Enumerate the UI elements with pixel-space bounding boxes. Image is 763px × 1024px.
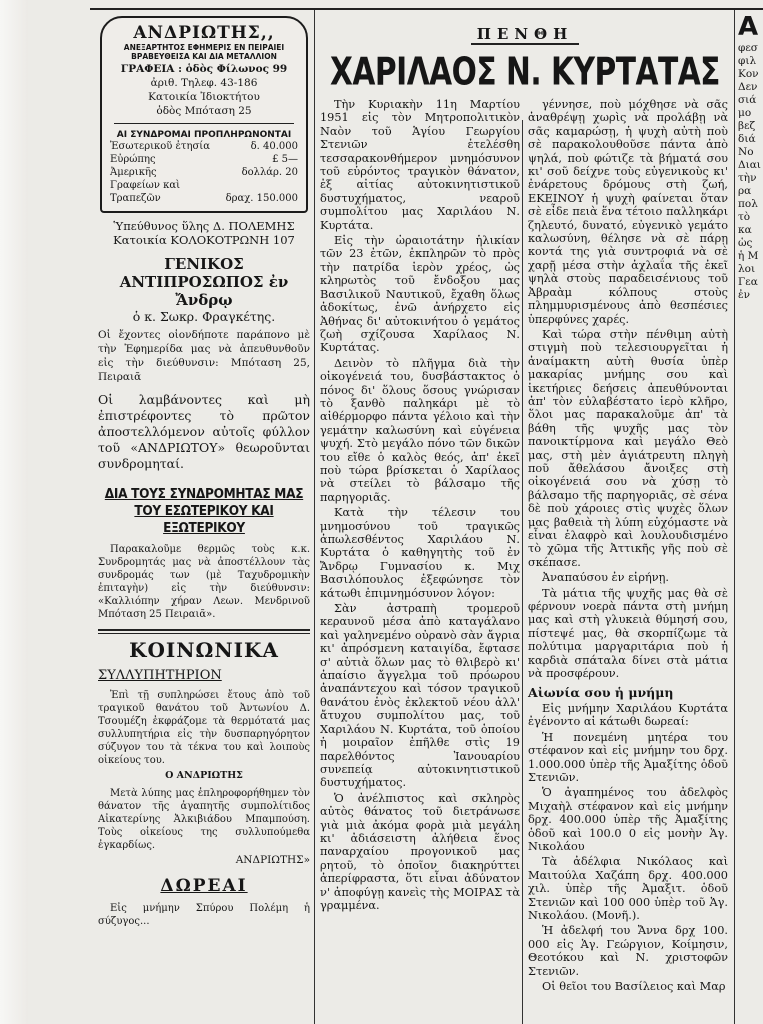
divider (114, 123, 294, 124)
right-column-fragment: Α φεσ φιλ Κον Δεν σιά μο βεζ διά Νο Διαι τὴν ρα πολ τὸ κα ὡς ἡ Μ λοι Γεα ἐν (738, 12, 763, 1024)
condolences-title: ΣΥΛΛΥΠΗΤΗΡΙΟΝ (98, 668, 222, 683)
paragraph: Τὰ ἀδέλφια Νικόλαος καὶ Μαιτούλα Χαζάπη δρχ. 400.000 χιλ. ὑπὲρ τῆς Ἀμαξιτ. ὁδοῦ Στενιῶν καὶ 100 000 ὑπὲρ τοῦ Ἁγ. Νικολάου. (Μονῆ.). (528, 855, 728, 922)
condolences-body: Ἐπὶ τῇ συπληρώσει ἔτους ἀπὸ τοῦ τραγικοῦ θανάτου τοῦ Ἀντωνίου Δ. Τσουμέζη ἐκφράζομε τὰ θερμότατά μας συλλυπητήρια εἰς τὴν δυσπαρηγόρητον σύζυγον του τὰ τέκνα του καὶ λοιποὺς οἰκείους του. (98, 690, 310, 766)
masthead-subtitle: ΑΝΕΞΑΡΤΗΤΟΣ ΕΦΗΜΕΡΙΣ ΕΝ ΠΕΙΡΑΙΕΙ (123, 43, 285, 52)
paragraph: Οἱ θεῖοι του Βασίλειος καὶ Μαρ (542, 980, 726, 993)
subscription-row: Τραπεζῶν δραχ. 150.000 (110, 193, 298, 204)
subscriptions-title: ΑΙ ΣΥΝΔΡΟΜΑΙ ΠΡΟΠΛΗΡΩΝΟΝΤΑΙ (116, 130, 292, 140)
responsible-editor: Ὑπεύθυνος ὕλης Δ. ΠΟΛΕΜΗΣ Κατοικία ΚΟΛΟΚΟΤΡΩΝΗ 107 (113, 219, 295, 247)
subscription-row: Ἐσωτερικοῦ ἐτησία δ. 40.000 (110, 141, 298, 152)
paragraph: Τὴν Κυριακὴν 11η Μαρτίου 1951 εἰς τὸν Μητροπολιτικὸν Ναὸν τοῦ Ἁγίου Γεωργίου Στενιῶν ἐτελέσθη τεσσαρακονθήμερον μνημόσυνον τοῦ εὐρόντος τραγικὸν θάνατον, ἐξ αἰτίας αὐτοκινητιστικοῦ δυστυχήματος, νεαροῦ συμπολίτου μας Χαριλάου Ν. Κυρτάτα. (320, 98, 520, 232)
paragraph: Εἰς μνήμην Χαριλάου Κυρτάτα ἐγένοντο αἱ κάτωθι δωρεαί: (528, 701, 728, 729)
signature: ΑΝΔΡΙΩΤΗΣ» (235, 854, 310, 866)
subscription-row: Γραφείων καὶ (110, 180, 181, 191)
donations-title: ΔΩΡΕΑΙ (160, 876, 248, 896)
article-column-right (528, 98, 728, 995)
masthead-residence-address: ὁδὸς Μπόταση 25 (156, 105, 252, 117)
donations-body: Εἰς μνήμην Σπύρου Πολέμη ἡ σύζυγος... (98, 903, 310, 927)
memorial-heading: Αἰωνία σου ἡ μνήμη (528, 685, 674, 701)
article-column-left (320, 98, 520, 995)
headline: ΧΑΡΙΛΑΟΣ Ν. ΚΥΡΤΑΤΑΣ (330, 49, 720, 94)
paragraph: Ἡ ἀδελφή του Ἄννα δρχ 100. 000 εἰς Ἁγ. Γεώργιον, Κοίμησιν, Θεοτόκου καὶ Ν. χριστοφῶν Στενιῶν. (528, 924, 728, 978)
paragraph: Ὁ ἀνέλπιστος καὶ σκληρὸς αὐτὸς θάνατος τοῦ διετράνωσε γιὰ μιὰ ἀκόμα φορὰ μιὰ μεγάλη κι' ἀδιάσειστη ἀλήθεια ἕνος παναρχαίου προγονικοῦ μας ρητοῦ, τὸ ὁποῖον διακηρύττει ἀπερίφραστα, ὅτι εἶναι ἀδύνατον ν' ἀποφύγῃ κανεὶς τὴς ΜΟΙΡΑΣ τὰ γραμμένα. (320, 791, 520, 912)
condolences-body-2: Μετὰ λύπης μας ἐπληροφορήθημεν τὸν θάνατον τῆς ἀγαπητῆς συμπολίτιδος Αἰκατερίνης Ἀλκιβιάδου Μπαμπούση. Τοὺς οἰκείους της συλλυπούμεθα ἐγκαρδίως. (98, 788, 310, 851)
general-rep-heading: ΓΕΝΙΚΟΣ ΑΝΤΙΠΡΟΣΩΠΟΣ ἐν Ἄνδρῳ ὁ κ. Σωκρ. Φραγκέτης. (119, 255, 289, 324)
paragraph: Κατὰ τὴν τέλεσιν του μνημοσύνου τοῦ τραγικῶς ἀπωλεσθέντος Χαριλάου Ν. Κυρτάτα ὁ καθηγητὴς τοῦ ἐν Ἄνδρῳ Γυμνασίου κ. Μιχ Βασιλόπουλος ἐξεφώνησε τὸν κάτωθι ἐπιμνημόσυνον λόγον: (320, 506, 520, 600)
complaints-notice: Οἱ ἔχοντες οἱονδήποτε παράπονο μὲ τὴν Ἐφημερίδα μας νὰ ἀπευθυνθοῦν εἰς τὴν διεύθυνσιν: Μπόταση 25, Πειραιᾶ (98, 329, 310, 383)
paragraph: Δεινὸν τὸ πλῆγμα διὰ τὴν οἰκογένειά του, δυσβάστακτος ὁ πόνος δι' ὅλους ὅσους γνώρισαν τὸ ξανθὸ παληκάρι μὲ τὸ αἰθέρμορφο πάντα γέλοιο καὶ τὴν γεμάτην καλωσύνη καὶ εὐγένεια ψυχή. Στὸ μεγάλο πόνο τῶν δικῶν του εἴθε ὁ καλὸς θεός, ἀπ' ἐκεῖ ποὺ τώρα βρίσκεται ὁ Χαρίλαος νὰ στείλει τὸ βάλσαμο τῆς παρηγοριᾶς. (320, 356, 520, 504)
paragraph: Ἡ πονεμένη μητέρα του στέφανον καὶ εἰς μνήμην του δρχ. 1.000.000 ὑπὲρ τῆς Ἀμαξίτης ὁδοῦ Στενιῶν. (528, 730, 728, 784)
paragraph: Τὰ μάτια τῆς ψυχῆς μας θὰ σὲ φέρνουν νοερὰ πάντα στὴ μνήμη μας καὶ στὴ γλυκειὰ θύμησή σου, πίστεψέ μας, θὰ σκορπίζωμε τὰ πολύτιμα μαργαριτάρια ποὺ ἡ καρδιὰ σπάταλα δίνει στὰ μάτια νὰ προσφέρουν. (528, 586, 728, 681)
page-margin (0, 0, 28, 1024)
social-section-title: ΚΟΙΝΩΝΙΚΑ (129, 638, 279, 662)
double-rule (98, 629, 310, 634)
masthead-residence-label: Κατοικία Ἰδιοκτήτου (148, 91, 260, 103)
column-rule (734, 10, 735, 1024)
top-rule (90, 8, 763, 10)
subscribers-body: Παρακαλοῦμε θερμῶς τοὺς κ.κ. Συνδρομητάς μας νὰ ἀποστέλλουν τὰς συνδρομάς των (μὲ Ταχυδρομικὴν ἐπιταγὴν) εἰς τὴν διεύθυνσιν: «Καλλιόπην χήραν Λεων. Μενδρινοῦ Μπόταση 25 Πειραιᾶ». (98, 544, 310, 620)
subscribers-notice: Οἱ λαμβάνοντες καὶ μὴ ἐπιστρέφοντες τὸ πρῶτον ἀποστελλόμενον αὐτοῖς φύλλον τοῦ «ΑΝΔΡΙΩΤΟΥ» θεωροῦνται συνδρομηταί. (98, 392, 310, 471)
paragraph: Εἰς τὴν ὡραιοτάτην ἡλικίαν τῶν 23 ἐτῶν, ἐκπληρῶν τὸ πρὸς τὴν πατρίδα ἱερὸν χρέος, ὡς κληρωτὸς τοῦ ἔνδοξου μας Βασιλικοῦ Ναυτικοῦ, ἔχαθη ὅλως ἀδοκίτως, ἐνῶ ἀνήρχετο εἰς Ἀθήνας δι' αὐτοκινήτου ὁ γεμάτος ζωὴ σχίζουσα Χαρίλαος Ν. Κυρτάτας. (320, 234, 520, 355)
main-article (320, 12, 730, 1024)
section-label: ΠΕΝΘΗ (471, 25, 580, 45)
paragraph: Σὰν ἀστραπὴ τρομεροῦ κεραυνοῦ μέσα ἀπὸ καταγάλανο καὶ γαληνεμένο οὐρανὸ σὰν ἄγρια κι' ἀπρόσμενη καταιγίδα, ἔφτασε σ' αὐτιὰ ὅλων μας τὸ θλιβερὸ κι' ἀπαίσιο ἄγγελμα τοῦ πρόωρου ἀναπάντεχου καὶ τόσον τραγικοῦ θανάτου ἑνὸς ἐκλεκτοῦ νέου ἀλλ' ἄτυχου συμπολίτου μας, τοῦ Χαριλάου Ν. Κυρτάτα, τοῦ ὁποίου ἡ μοιραῖον ἐπῆλθε στὶς 19 παρελθόντος Ἰανουαρίου συνεπείᾳ αὐτοκινητιστικοῦ δυστυχήματος. (320, 602, 520, 790)
left-column (98, 12, 310, 1024)
column-rule (314, 10, 315, 1024)
subscription-row: Ἀμερικῆς δολλάρ. 20 (110, 167, 298, 178)
subscription-row: Εὐρώπης £ 5— (110, 154, 298, 165)
masthead-box (100, 16, 308, 213)
paragraph: Ὁ ἀγαπημένος του ἀδελφὸς Μιχαὴλ στέφανον καὶ εἰς μνήμην δρχ. 400.000 ὑπὲρ τῆς Ἀμαξίτης ὁδοῦ καὶ 100.0 0 εἰς μονὴν Ἁγ. Νικολάου (528, 786, 728, 853)
masthead-phone: ἀριθ. Τηλεφ. 43-186 (150, 77, 258, 89)
masthead-awards: ΒΡΑΒΕΥΘΕΙΣΑ ΚΑΙ ΔΙΑ ΜΕΤΑΛΛΙΟΝ (131, 52, 277, 61)
signature: Ο ΑΝΔΡΙΩΤΗΣ (165, 770, 243, 781)
paragraph: γέννησε, ποὺ μόχθησε νὰ σᾶς ἀναθρέψῃ χωρὶς νὰ προλάβῃ νὰ σᾶς καμαρώσῃ, ἡ ψυχὴ αὐτὴ ποὺ σὲ παρακολουθοῦσε πάντα ἀπὸ ψηλά, ποὺ φώτιζε τὰ βήματά σου κι' σοῦ δείχνε τοὺς εὐγενικοὺς κι' ἐνάρετους δρόμους στὴ ζωή, ΕΚΕΙΝΟΥ ἡ ψυχὴ φαίνεται ὅταν σὲ εἶδε πειὰ ἕνα τέτοιο παλληκάρι ζηλευτό, δυνατό, εὐγενικὸ γεμάτο καλωσύνη, θέλησε νὰ σὲ πάρῃ κοντά της γιὰ συντροφιά νὰ σὲ χαρῇ μέσα στὴν ἀχλαΐα τῆς ἐκεῖ ψηλὰ στοὺς παραδεισένιους τοῦ Ἀβραὰμ κόλπους στοὺς πλημμυρισμένους ἀπὸ θεσπέσιες ὑπερφύνες χαρές. (528, 98, 728, 326)
fragment-headline: Α (738, 12, 759, 42)
subscribers-heading: ΔΙΑ ΤΟΥΣ ΣΥΝΔΡΟΜΗΤΑΣ ΜΑΣ ΤΟΥ ΕΣΩΤΕΡΙΚΟΥ ΚΑΙ ΕΞΩΤΕΡΙΚΟΥ (104, 486, 304, 536)
masthead-offices: ΓΡΑΦΕΙΑ : ὁδὸς Φίλωνος 99 (120, 63, 288, 75)
paragraph: Καὶ τώρα στὴν πένθιμη αὐτὴ στιγμὴ ποὺ τελεσιουργεῖται ἡ ἀναίμακτη αὐτὴ θυσία ὑπὲρ μακαρίας μνήμης σου καὶ ἱκετήριες δεήσεις ἀπευθύνονται ἀπ' τὸν εὐλαβέστατο ἱερὸ κλῆρο, ὅλοι μας παρακαλοῦμε ἀπ' τὰ βάθη τῆς ψυχῆς μας τὸν πανοικτίρμονα καὶ μεγάλο Θεὸ μας, στὴ μὲν ἀγιάτρευτη πληγὴ ποῦ ἄθελάσου ἄνοιξες στὴ οἰκογένειά σου νὰ χύσῃ τὸ βάλσαμο τῆς παρηγοριᾶς, σὲ σένα δὲ ποὺ χάροιες στὶς ψυχὲς ὅλων μας βαθειὰ τὴ λύπη εὐχόμαστε νὰ εἶναι ἐλαφρὸ καὶ λουλουδισμένο τὸ χῶμα τῆς Ἀττικῆς γῆς ποὺ σὲ σκέπασε. (528, 327, 728, 569)
masthead-name: ΑΝΔΡΙΩΤΗΣ,, (133, 23, 275, 43)
paragraph: Ἀναπαύσου ἐν εἰρήνῃ. (542, 571, 669, 585)
